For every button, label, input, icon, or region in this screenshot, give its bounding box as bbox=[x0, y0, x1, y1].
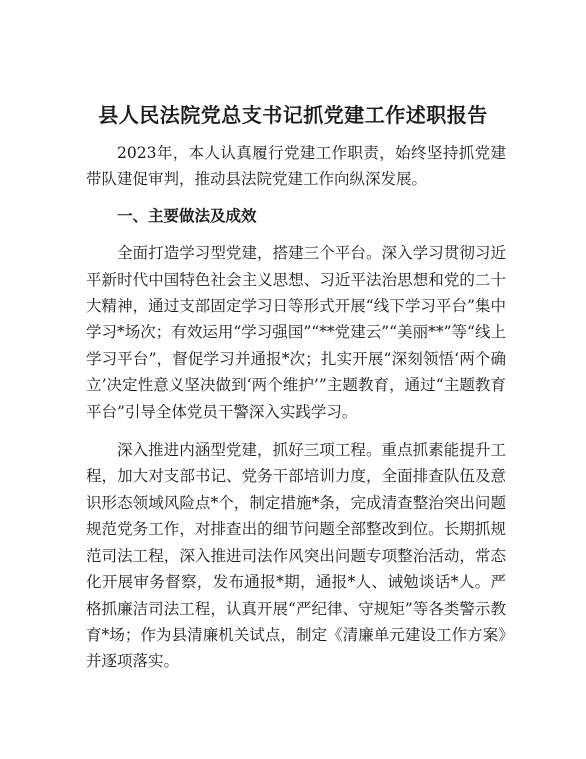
document-body bbox=[86, 140, 506, 675]
paragraph-spacer bbox=[86, 425, 506, 437]
body-paragraph-learning: 全面打造学习型党建，搭建三个平台。深入学习贯彻习近平新时代中国特色社会主义思想、习近平法治思想和党的二十大精神，通过支部固定学习日等形式开展“线下学习平台”集中学习*场次；有效运用“学习强国”“**党建云”“美丽**”等“线上学习平台”，督促学习并通报*次；扎实开展“深刻领悟‘两个确立’决定性意义坚决做到‘两个维护’”主题教育，通过“主题教育平台”引导全体党员干警深入实践学习。 bbox=[86, 244, 506, 421]
section-heading: 一、主要做法及成效 bbox=[117, 205, 257, 225]
body-paragraph-connotation: 深入推进内涵型党建，抓好三项工程。重点抓素能提升工程，加大对支部书记、党务干部培训力度，全面排查队伍及意识形态领域风险点*个，制定措施*条，完成清查整治突出问题规范党务工作，对排查出的细节问题全部整改到位。长期抓规范司法工程，深入推进司法作风突出问题专项整治活动，常态化开展审务督察，发布通报*期，通报*人、诫勉谈话*人。严格抓廉洁司法工程，认真开展“严纪律、守规矩”等各类警示教育*场；作为县清廉机关试点，制定《清廉单元建设工作方案》并逐项落实。 bbox=[86, 441, 506, 671]
intro-paragraph: 2023年，本人认真履行党建工作职责，始终坚持抓党建带队建促审判，推动县法院党建工作向纵深发展。 bbox=[86, 144, 506, 189]
paragraph-spacer bbox=[86, 229, 506, 240]
paragraph-spacer bbox=[86, 193, 506, 203]
document-title: 县人民法院党总支书记抓党建工作述职报告 bbox=[98, 103, 488, 127]
